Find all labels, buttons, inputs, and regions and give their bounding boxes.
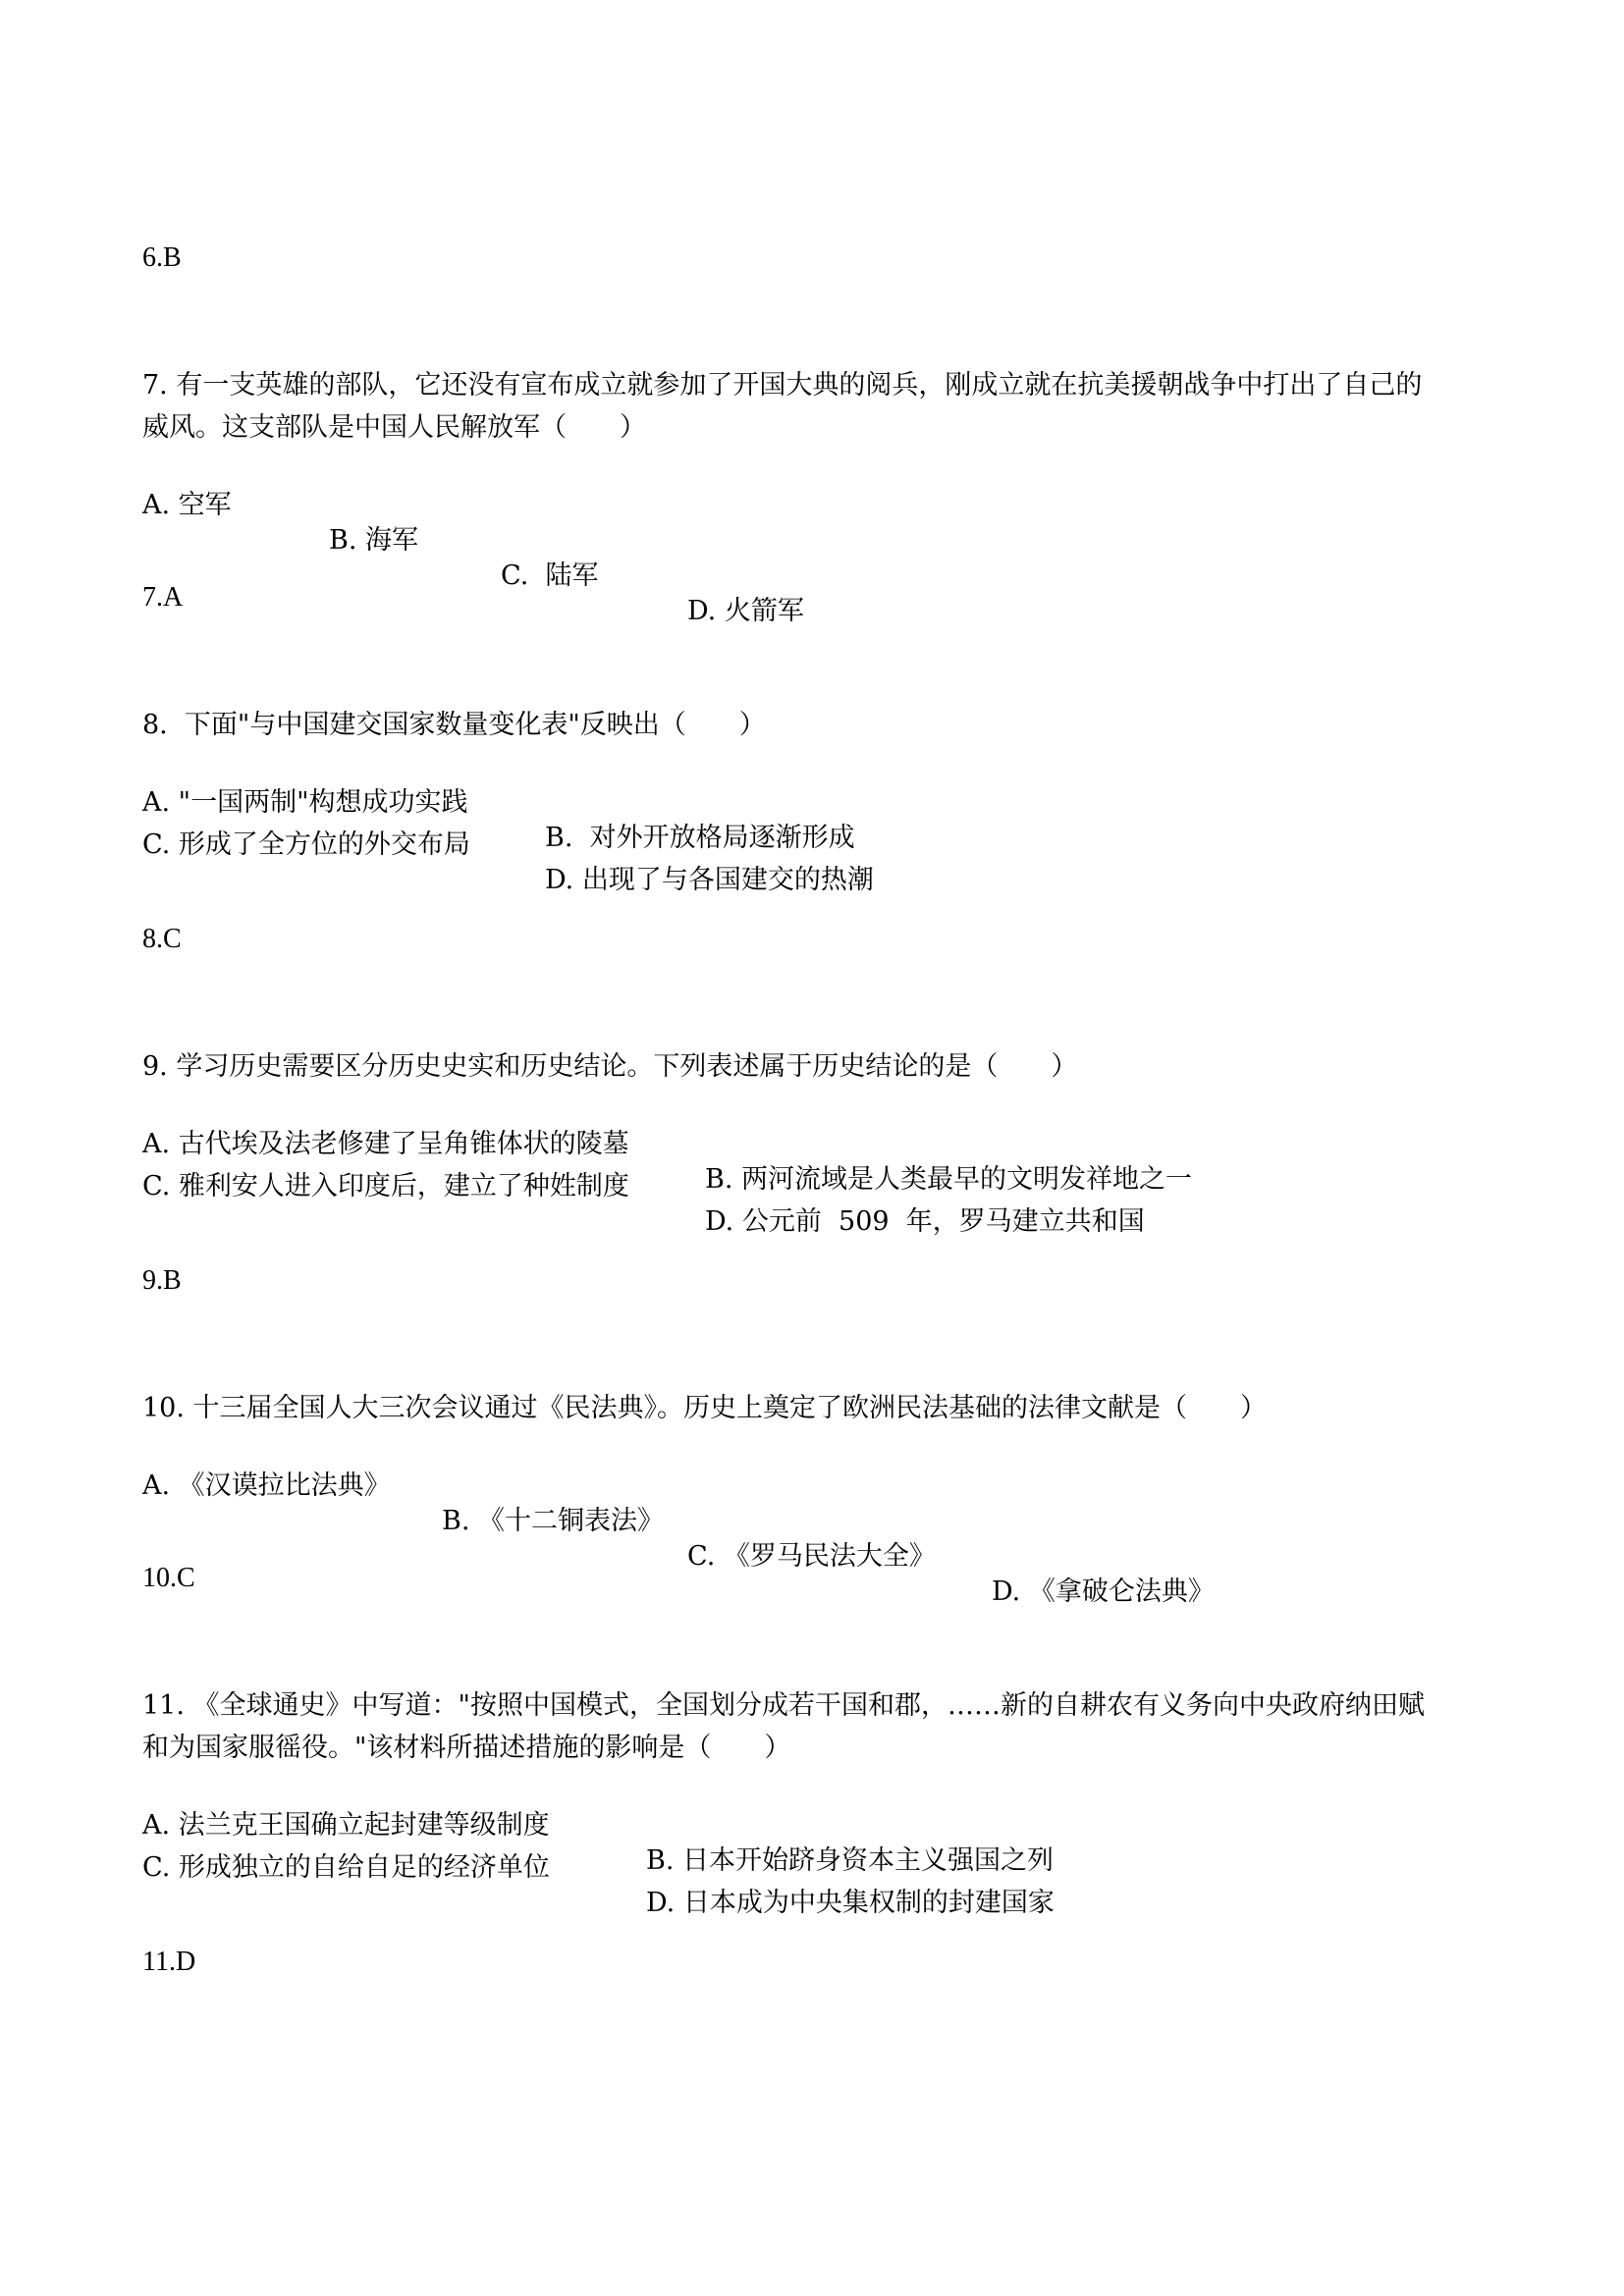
question-7-stem-line-2: 威风。这支部队是中国人民解放军（ ） [142,412,646,443]
option-c: C. 雅利安人进入印度后，建立了种姓制度 [142,1171,629,1201]
option-a: A. 《汉谟拉比法典》 [142,1470,391,1501]
option-d: D. 出现了与各国建交的热潮 [545,865,874,895]
question-7-stem-line-1: 7. 有一支英雄的部队，它还没有宣布成立就参加了开国大典的阅兵，刚成立就在抗美援朝战争中打出了自己的 [142,370,1423,400]
answer-9: 9.B [142,1265,182,1296]
option-b: B. 两河流域是人类最早的文明发祥地之一 [705,1164,1193,1195]
option-b: B. 日本开始跻身资本主义强国之列 [646,1845,1055,1876]
question-8-stem: 8. 下面"与中国建交国家数量变化表"反映出（ ） [142,710,766,740]
question-10-stem: 10. 十三届全国人大三次会议通过《民法典》。历史上奠定了欧洲民法基础的法律文献是（ ） [142,1393,1268,1423]
answer-11: 11.D [142,1947,196,1977]
option-d: D. 《拿破仑法典》 [992,1576,1215,1607]
question-9-stem: 9. 学习历史需要区分历史史实和历史结论。下列表述属于历史结论的是（ ） [142,1051,1078,1082]
question-11-stem-line-2: 和为国家服徭役。"该材料所描述措施的影响是（ ） [142,1733,791,1763]
option-a: A. 空军 [142,490,232,520]
question-11-stem-line-1: 11. 《全球通史》中写道："按照中国模式，全国划分成若干国和郡，……新的自耕农有义务向中央政府纳田赋 [142,1690,1425,1721]
option-c: C. 陆军 [501,561,599,591]
option-a: A. 古代埃及法老修建了呈角锥体状的陵墓 [142,1129,629,1159]
answer-7: 7.A [142,582,184,613]
option-b: B. 海军 [329,525,419,556]
option-c: C. 形成独立的自给自足的经济单位 [142,1852,550,1883]
option-b: B. 《十二铜表法》 [442,1506,665,1536]
option-c: C. 《罗马民法大全》 [687,1541,936,1572]
option-a: A. 法兰克王国确立起封建等级制度 [142,1810,550,1841]
answer-8: 8.C [142,924,182,954]
option-d: D. 火箭军 [687,596,804,626]
answer-10: 10.C [142,1563,195,1593]
option-c: C. 形成了全方位的外交布局 [142,829,470,860]
option-d: D. 日本成为中央集权制的封建国家 [646,1888,1055,1918]
answer-6: 6.B [142,242,182,273]
option-a: A. "一国两制"构想成功实践 [142,787,468,818]
option-d: D. 公元前 509 年，罗马建立共和国 [705,1206,1145,1237]
option-b: B. 对外开放格局逐渐形成 [545,823,855,853]
